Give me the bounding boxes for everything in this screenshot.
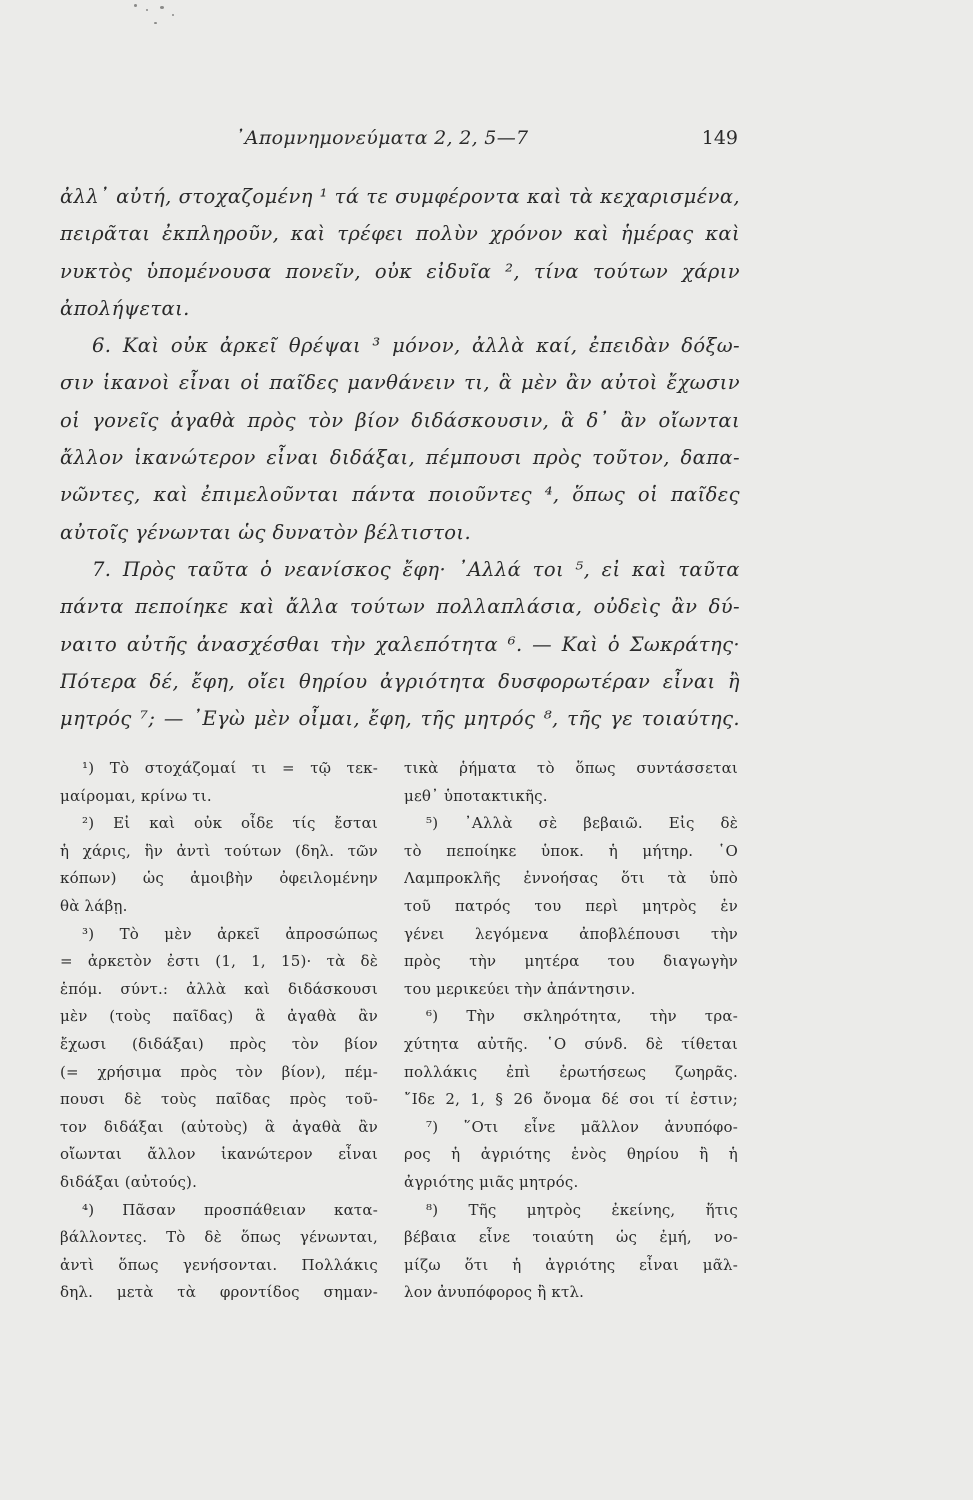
text-line: οἱ γονεῖς ἀγαθὰ πρὸς τὸν βίον διδάσκουσιν, ἃ δ᾿ ἂν οἴωνται bbox=[60, 408, 740, 432]
footnote-line: ἡ χάρις, ἣν ἀντὶ τούτων (δηλ. τῶν bbox=[60, 841, 378, 860]
footnote-line: μεθ᾿ ὑποτακτικῆς. bbox=[404, 786, 548, 805]
text-line: Πότερα δέ, ἔφη, οἴει θηρίου ἀγριότητα δυσφορωτέραν εἶναι ἢ bbox=[60, 669, 740, 693]
text-line: ναιτο αὐτῆς ἀνασχέσθαι τὴν χαλεπότητα ⁶. — Καὶ ὁ Σωκράτης· bbox=[60, 632, 740, 656]
footnote-line: διδάξαι (αὐτούς). bbox=[60, 1172, 198, 1191]
text-line: μητρός ⁷; — ᾿Εγὼ μὲν οἶμαι, ἔφη, τῆς μητρός ⁸, τῆς γε τοιαύτης. bbox=[60, 707, 740, 731]
main-text bbox=[60, 178, 740, 737]
running-header bbox=[60, 127, 738, 157]
footnote-line: ⁶) Τὴν σκληρότητα, τὴν τρα- bbox=[426, 1007, 738, 1026]
footnote-line: μὲν (τοὺς παῖδας) ἃ ἀγαθὰ ἂν bbox=[60, 1007, 378, 1026]
footnotes-left-column bbox=[60, 755, 378, 1307]
footnote-line: (= χρήσιμα πρὸς τὸν βίον), πέμ- bbox=[60, 1062, 378, 1081]
footnote-line: θὰ λάβῃ. bbox=[60, 896, 128, 915]
footnote-line: βέβαια εἶνε τοιαύτη ὡς ἐμή, νο- bbox=[404, 1228, 738, 1247]
footnotes-right-column bbox=[404, 755, 738, 1307]
footnote-line: τὸ πεποίηκε ὑποκ. ἡ μήτηρ. ῾Ο bbox=[404, 841, 738, 860]
footnote-line: ⁴) Πᾶσαν προσπάθειαν κατα- bbox=[82, 1200, 378, 1219]
text-line: σιν ἱκανοὶ εἶναι οἱ παῖδες μανθάνειν τι, ἃ μὲν ἂν αὐτοὶ ἔχωσιν bbox=[60, 371, 740, 395]
footnote-line: ῎Ιδε 2, 1, § 26 ὄνομα δέ σοι τί ἐστιν; bbox=[404, 1090, 738, 1109]
text-line: ἄλλον ἱκανώτερον εἶναι διδάξαι, πέμπουσι πρὸς τοῦτον, δαπα- bbox=[60, 446, 740, 470]
footnote-line: ¹) Τὸ στοχάζομαί τι = τῷ τεκ- bbox=[82, 759, 378, 777]
footnote-line: ἀντὶ ὅπως γενήσονται. Πολλάκις bbox=[60, 1255, 378, 1274]
footnote-line: τικὰ ῥήματα τὸ ὅπως συντάσσεται bbox=[404, 759, 738, 777]
footnote-line: ⁵) ᾿Αλλὰ σὲ βεβαιῶ. Εἰς δὲ bbox=[426, 814, 738, 833]
text-line: ἀπολήψεται. bbox=[60, 296, 190, 320]
paper-specks bbox=[128, 0, 188, 40]
footnote-line: δηλ. μετὰ τὰ φροντίδος σημαν- bbox=[60, 1283, 378, 1302]
footnote-line: ρος ἡ ἀγριότης ἑνὸς θηρίου ἢ ἡ bbox=[404, 1145, 738, 1164]
footnote-line: κόπων) ὡς ἀμοιβὴν ὀφειλομένην bbox=[60, 869, 378, 888]
footnote-line: Λαμπροκλῆς ἐννοήσας ὅτι τὰ ὑπὸ bbox=[404, 869, 738, 888]
text-line: νῶντες, καὶ ἐπιμελοῦνται πάντα ποιοῦντες ⁴, ὅπως οἱ παῖδες bbox=[60, 483, 740, 507]
footnote-line: ⁸) Τῆς μητρὸς ἐκείνης, ἥτις bbox=[426, 1200, 738, 1219]
footnote-line: ³) Τὸ μὲν ἀρκεῖ ἀπροσώπως bbox=[82, 924, 378, 943]
footnote-line: βάλλοντες. Τὸ δὲ ὅπως γένωνται, bbox=[60, 1228, 378, 1247]
footnote-line: ἔχωσι (διδάξαι) πρὸς τὸν βίον bbox=[60, 1034, 378, 1053]
footnote-line: ἑπόμ. σύντ.: ἀλλὰ καὶ διδάσκουσι bbox=[60, 979, 378, 998]
footnote-line: ἀγριότης μιᾶς μητρός. bbox=[404, 1172, 579, 1191]
header-title: ᾿Απομνημονεύματα 2, 2, 5—7 bbox=[235, 127, 529, 149]
footnote-line: του μερικεύει τὴν ἀπάντησιν. bbox=[404, 979, 636, 998]
footnote-line: λον ἀνυπόφορος ἢ κτλ. bbox=[404, 1283, 585, 1302]
text-line: 6. Καὶ οὐκ ἀρκεῖ θρέψαι ³ μόνον, ἀλλὰ καί, ἐπειδὰν δόξω- bbox=[92, 334, 740, 358]
footnote-line: = ἀρκετὸν ἐστι (1, 1, 15)· τὰ δὲ bbox=[60, 952, 378, 971]
footnote-line: ²) Εἰ καὶ οὐκ οἶδε τίς ἔσται bbox=[82, 814, 378, 833]
text-line: πειρᾶται ἐκπληροῦν, καὶ τρέφει πολὺν χρόνον καὶ ἡμέρας καὶ bbox=[60, 222, 740, 246]
footnote-line: μίζω ὅτι ἡ ἀγριότης εἶναι μᾶλ- bbox=[404, 1255, 738, 1274]
footnote-line: τον διδάξαι (αὐτοὺς) ἃ ἀγαθὰ ἂν bbox=[60, 1117, 378, 1136]
text-line: πάντα πεποίηκε καὶ ἄλλα τούτων πολλαπλάσια, οὐδεὶς ἂν δύ- bbox=[60, 595, 740, 619]
footnote-line: χύτητα αὐτῆς. ῾Ο σύνδ. δὲ τίθεται bbox=[404, 1034, 738, 1053]
footnote-line: μαίρομαι, κρίνω τι. bbox=[60, 786, 212, 805]
text-line: ἀλλ᾿ αὐτή, στοχαζομένη ¹ τά τε συμφέροντα καὶ τὰ κεχαρισμένα, bbox=[60, 185, 740, 208]
footnote-line: πουσι δὲ τοὺς παῖδας πρὸς τοῦ- bbox=[60, 1090, 378, 1109]
footnote-line: ⁷) ῞Οτι εἶνε μᾶλλον ἀνυπόφο- bbox=[426, 1117, 738, 1136]
text-line: αὐτοῖς γένωνται ὡς δυνατὸν βέλτιστοι. bbox=[60, 520, 472, 544]
footnote-line: πολλάκις ἐπὶ ἐρωτήσεως ζωηρᾶς. bbox=[404, 1062, 738, 1081]
footnote-line: τοῦ πατρός του περὶ μητρὸς ἐν bbox=[404, 896, 738, 915]
footnote-line: γένει λεγόμενα ἀποβλέπουσι τὴν bbox=[404, 924, 738, 943]
footnote-line: πρὸς τὴν μητέρα του διαγωγὴν bbox=[404, 952, 738, 971]
text-line: 7. Πρὸς ταῦτα ὁ νεανίσκος ἔφη· ᾿Αλλά τοι ⁵, εἰ καὶ ταῦτα bbox=[92, 557, 740, 581]
page-number: 149 bbox=[701, 127, 738, 149]
text-line: νυκτὸς ὑπομένουσα πονεῖν, οὐκ εἰδυῖα ², τίνα τούτων χάριν bbox=[60, 259, 740, 283]
footnote-line: οἴωνται ἄλλον ἱκανώτερον εἶναι bbox=[60, 1145, 378, 1164]
